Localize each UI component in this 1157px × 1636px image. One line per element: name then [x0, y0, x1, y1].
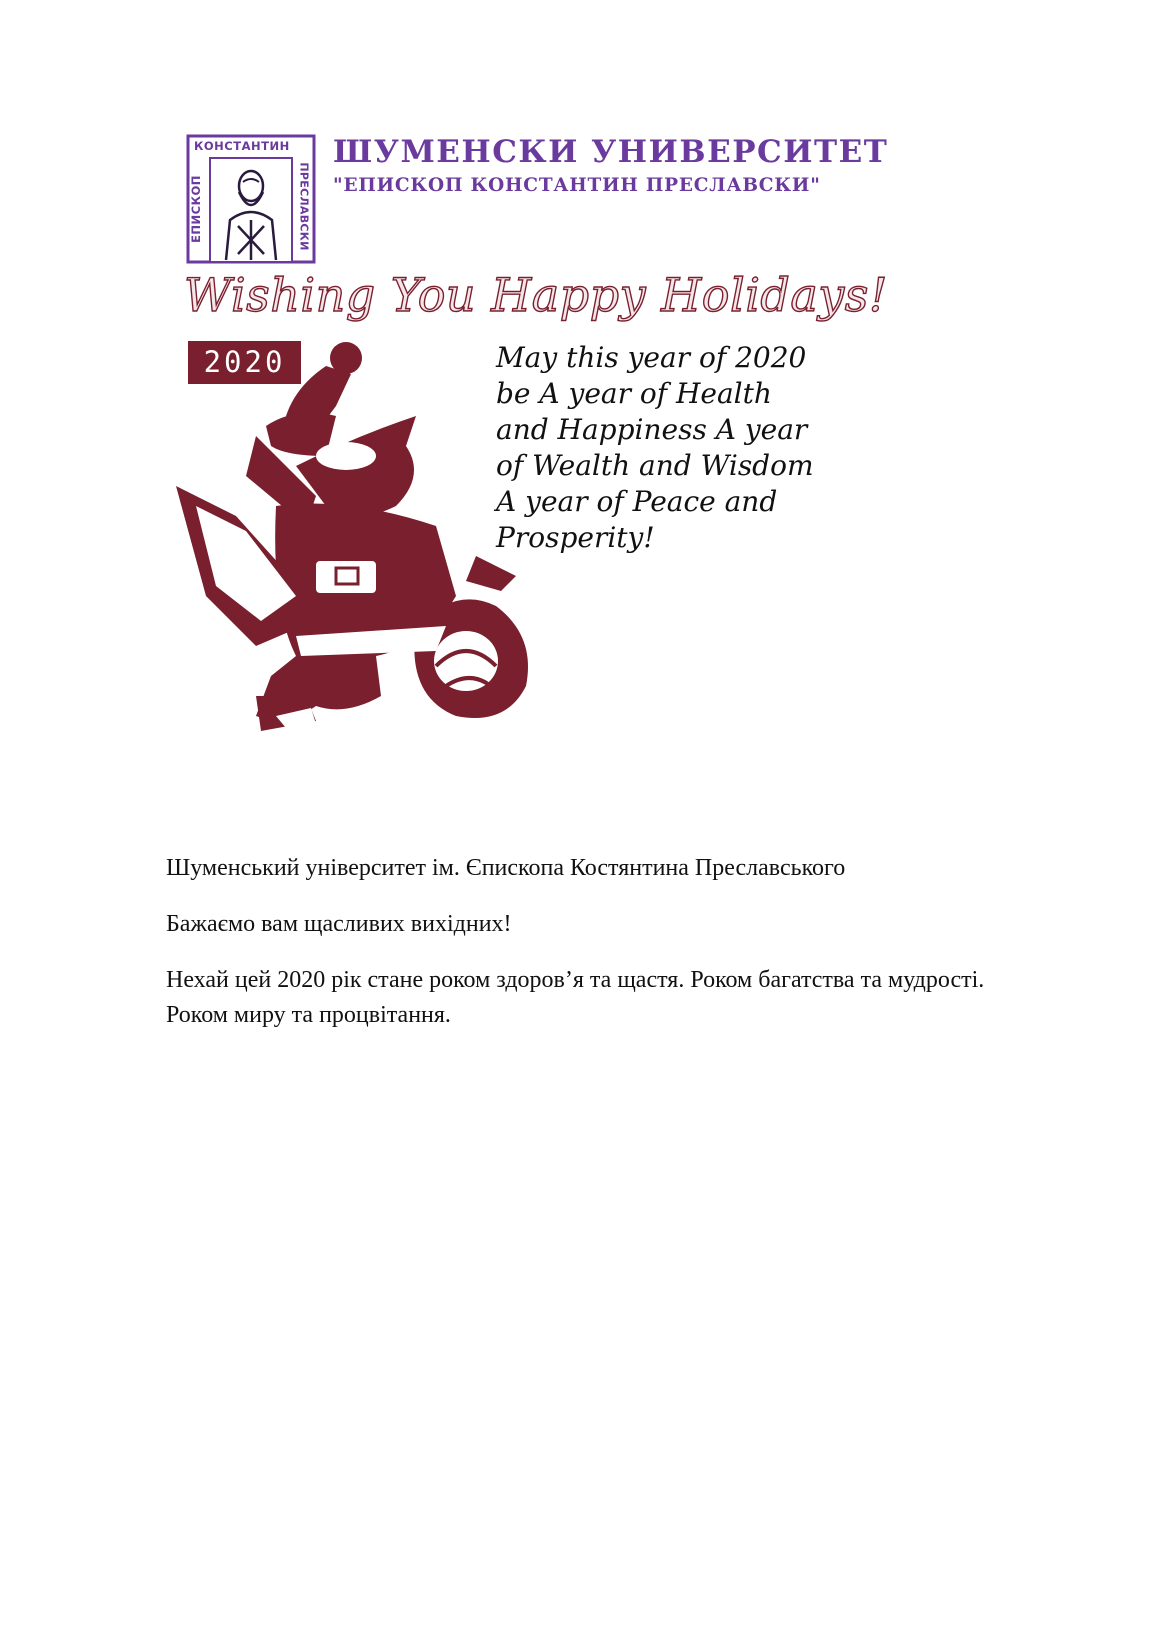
wishes-line: be A year of Health: [496, 377, 772, 410]
seal-text-left: ЕПИСКОП: [188, 175, 203, 243]
translation-university: Шуменський університет ім. Єпископа Костянтина Преславського: [166, 855, 846, 881]
seal-text-top: КОНСТАНТИН: [194, 139, 290, 153]
seal-text-right: ПРЕСЛАВСКИ: [297, 162, 311, 251]
university-seal-logo: [186, 134, 316, 264]
year-badge: 2020: [188, 341, 301, 384]
wishes-line: Prosperity!: [496, 521, 655, 554]
wishes-line: A year of Peace and: [496, 485, 778, 518]
holiday-greeting: Wishing You Happy Holidays!: [184, 268, 888, 322]
wishes-verse: [496, 340, 836, 556]
wishes-line: and Happiness A year: [496, 413, 808, 446]
translation-greeting: Бажаємо вам щасливих вихідних!: [166, 911, 512, 937]
university-name: ШУМЕНСКИ УНИВЕРСИТЕТ: [333, 134, 889, 170]
translation-wishes: Нехай цей 2020 рік стане роком здоров’я та щастя. Роком багатства та мудрості. Роком миру та процвітання.: [166, 967, 985, 1028]
university-subtitle: "ЕПИСКОП КОНСТАНТИН ПРЕСЛАВСКИ": [333, 175, 821, 196]
wishes-line: of Wealth and Wisdom: [496, 449, 814, 482]
translation-text: [166, 851, 1006, 1054]
holiday-card-image: [0, 0, 1157, 800]
wishes-line: May this year of 2020: [496, 341, 807, 374]
